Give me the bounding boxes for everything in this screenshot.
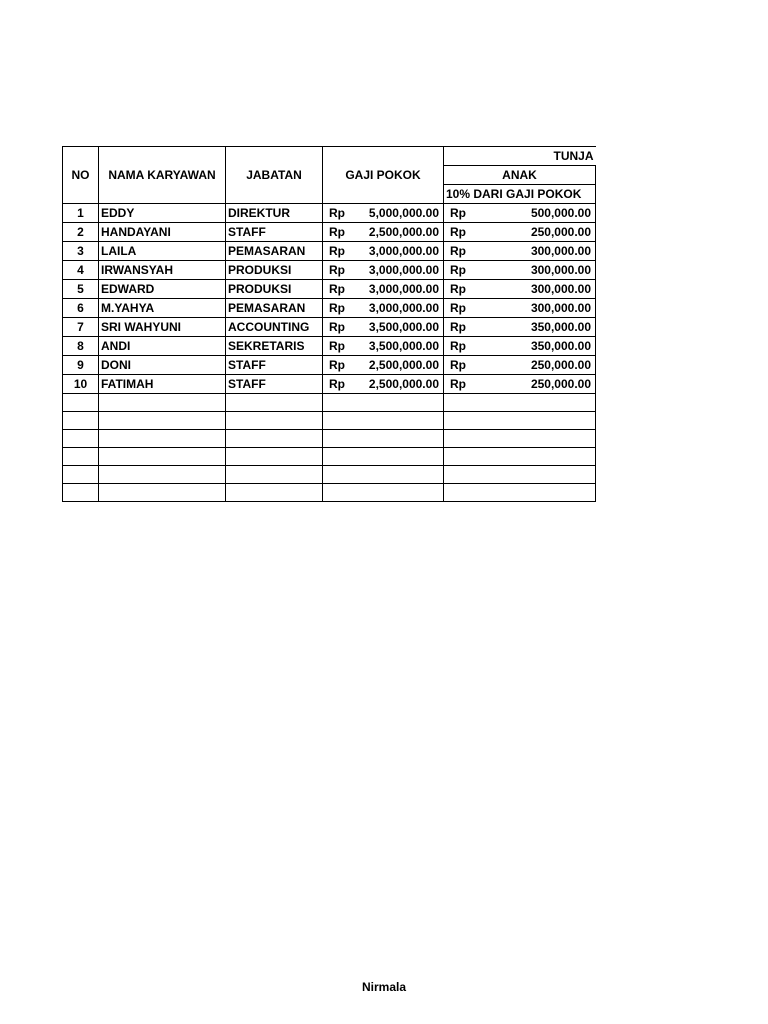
cell-tunjangan-anak[interactable] [444, 318, 596, 337]
empty-cell[interactable] [226, 484, 323, 502]
cell-nama[interactable]: ANDI [99, 337, 226, 356]
cell-nama[interactable]: FATIMAH [99, 375, 226, 394]
cell-jabatan[interactable]: SEKRETARIS [226, 337, 323, 356]
empty-cell[interactable] [444, 466, 596, 484]
cell-gaji-pokok[interactable] [323, 280, 444, 299]
cell-gaji-pokok[interactable] [323, 356, 444, 375]
currency-label: Rp [450, 301, 466, 315]
cell-gaji-pokok[interactable] [323, 204, 444, 223]
currency-label: Rp [329, 244, 345, 258]
amount-value: 300,000.00 [530, 244, 591, 258]
empty-cell[interactable] [99, 430, 226, 448]
empty-table-row [63, 412, 596, 430]
cell-jabatan[interactable]: ACCOUNTING [226, 318, 323, 337]
amount-value: 3,000,000.00 [368, 282, 439, 296]
cell-gaji-pokok[interactable] [323, 318, 444, 337]
cell-tunjangan-anak[interactable] [444, 261, 596, 280]
cell-gaji-pokok[interactable] [323, 261, 444, 280]
empty-cell[interactable] [323, 448, 444, 466]
amount-value: 3,500,000.00 [368, 339, 439, 353]
currency-label: Rp [329, 225, 345, 239]
empty-cell[interactable] [323, 412, 444, 430]
currency-label: Rp [450, 358, 466, 372]
empty-cell[interactable] [444, 394, 596, 412]
cell-tunjangan-anak[interactable] [444, 280, 596, 299]
table-row [63, 223, 596, 242]
amount-value: 2,500,000.00 [368, 358, 439, 372]
currency-label: Rp [450, 282, 466, 296]
empty-cell[interactable] [226, 448, 323, 466]
cell-nama[interactable]: HANDAYANI [99, 223, 226, 242]
currency-label: Rp [450, 206, 466, 220]
cell-jabatan[interactable]: DIREKTUR [226, 204, 323, 223]
empty-cell[interactable] [99, 394, 226, 412]
table-row [63, 299, 596, 318]
empty-cell[interactable] [226, 466, 323, 484]
empty-cell[interactable] [444, 430, 596, 448]
currency-label: Rp [450, 320, 466, 334]
empty-cell[interactable] [99, 448, 226, 466]
empty-table-row [63, 466, 596, 484]
empty-cell[interactable] [323, 484, 444, 502]
empty-cell[interactable] [226, 412, 323, 430]
cell-nama[interactable]: EDWARD [99, 280, 226, 299]
header-no[interactable]: NO [63, 147, 99, 204]
empty-cell[interactable] [323, 466, 444, 484]
header-anak[interactable]: ANAK [444, 166, 596, 185]
amount-value: 2,500,000.00 [368, 225, 439, 239]
cell-nama[interactable]: EDDY [99, 204, 226, 223]
cell-no[interactable]: 2 [63, 223, 99, 242]
cell-tunjangan-anak[interactable] [444, 375, 596, 394]
payroll-table [62, 146, 596, 502]
cell-nama[interactable]: IRWANSYAH [99, 261, 226, 280]
cell-no[interactable]: 5 [63, 280, 99, 299]
empty-cell[interactable] [444, 448, 596, 466]
cell-jabatan[interactable]: STAFF [226, 375, 323, 394]
header-tunjangan[interactable]: TUNJA [444, 147, 596, 166]
amount-value: 5,000,000.00 [368, 206, 439, 220]
cell-no[interactable]: 7 [63, 318, 99, 337]
table-row [63, 375, 596, 394]
empty-cell[interactable] [63, 412, 99, 430]
empty-table-row [63, 430, 596, 448]
cell-gaji-pokok[interactable] [323, 299, 444, 318]
currency-label: Rp [329, 320, 345, 334]
table-row [63, 204, 596, 223]
currency-label: Rp [450, 339, 466, 353]
empty-cell[interactable] [63, 448, 99, 466]
amount-value: 350,000.00 [530, 320, 591, 334]
header-nama-karyawan[interactable]: NAMA KARYAWAN [99, 147, 226, 204]
amount-value: 3,000,000.00 [368, 263, 439, 277]
table-row [63, 242, 596, 261]
empty-cell[interactable] [63, 394, 99, 412]
currency-label: Rp [450, 225, 466, 239]
cell-jabatan[interactable]: STAFF [226, 223, 323, 242]
cell-nama[interactable]: DONI [99, 356, 226, 375]
empty-table-row [63, 484, 596, 502]
currency-label: Rp [329, 282, 345, 296]
table-row [63, 356, 596, 375]
empty-cell[interactable] [444, 484, 596, 502]
amount-value: 300,000.00 [530, 301, 591, 315]
currency-label: Rp [329, 301, 345, 315]
cell-nama[interactable]: M.YAHYA [99, 299, 226, 318]
currency-label: Rp [450, 263, 466, 277]
amount-value: 300,000.00 [530, 263, 591, 277]
currency-label: Rp [450, 244, 466, 258]
spreadsheet-area [62, 146, 596, 502]
amount-value: 250,000.00 [530, 377, 591, 391]
amount-value: 3,000,000.00 [368, 301, 439, 315]
cell-no[interactable]: 4 [63, 261, 99, 280]
empty-cell[interactable] [63, 430, 99, 448]
table-row [63, 261, 596, 280]
currency-label: Rp [329, 358, 345, 372]
empty-cell[interactable] [323, 394, 444, 412]
empty-cell[interactable] [99, 484, 226, 502]
amount-value: 500,000.00 [530, 206, 591, 220]
cell-jabatan[interactable]: PRODUKSI [226, 280, 323, 299]
empty-cell[interactable] [99, 466, 226, 484]
cell-jabatan[interactable]: STAFF [226, 356, 323, 375]
empty-cell[interactable] [99, 412, 226, 430]
amount-value: 300,000.00 [530, 282, 591, 296]
header-gaji-pokok[interactable]: GAJI POKOK [323, 147, 444, 204]
cell-jabatan[interactable]: PEMASARAN [226, 299, 323, 318]
amount-value: 350,000.00 [530, 339, 591, 353]
cell-jabatan[interactable]: PRODUKSI [226, 261, 323, 280]
cell-no[interactable]: 10 [63, 375, 99, 394]
header-row-1 [63, 147, 596, 166]
empty-cell[interactable] [63, 466, 99, 484]
currency-label: Rp [329, 263, 345, 277]
cell-tunjangan-anak[interactable] [444, 337, 596, 356]
cell-no[interactable]: 3 [63, 242, 99, 261]
currency-label: Rp [450, 377, 466, 391]
cell-tunjangan-anak[interactable] [444, 242, 596, 261]
amount-value: 250,000.00 [530, 225, 591, 239]
currency-label: Rp [329, 206, 345, 220]
cell-jabatan[interactable]: PEMASARAN [226, 242, 323, 261]
cell-tunjangan-anak[interactable] [444, 223, 596, 242]
amount-value: 2,500,000.00 [368, 377, 439, 391]
cell-gaji-pokok[interactable] [323, 375, 444, 394]
cell-tunjangan-anak[interactable] [444, 299, 596, 318]
cell-tunjangan-anak[interactable] [444, 356, 596, 375]
cell-tunjangan-anak[interactable] [444, 204, 596, 223]
amount-value: 250,000.00 [530, 358, 591, 372]
cell-no[interactable]: 9 [63, 356, 99, 375]
footer-author: Nirmala [361, 980, 407, 994]
currency-label: Rp [329, 377, 345, 391]
empty-cell[interactable] [226, 394, 323, 412]
empty-cell[interactable] [444, 412, 596, 430]
empty-cell[interactable] [323, 430, 444, 448]
cell-gaji-pokok[interactable] [323, 223, 444, 242]
empty-cell[interactable] [63, 484, 99, 502]
currency-label: Rp [329, 339, 345, 353]
cell-no[interactable]: 8 [63, 337, 99, 356]
table-row [63, 280, 596, 299]
table-row [63, 337, 596, 356]
empty-table-row [63, 394, 596, 412]
cell-no[interactable]: 6 [63, 299, 99, 318]
header-jabatan[interactable]: JABATAN [226, 147, 323, 204]
amount-value: 3,500,000.00 [368, 320, 439, 334]
header-anak-rule[interactable]: 10% DARI GAJI POKOK [444, 185, 596, 204]
empty-cell[interactable] [226, 430, 323, 448]
table-row [63, 318, 596, 337]
cell-nama[interactable]: LAILA [99, 242, 226, 261]
cell-nama[interactable]: SRI WAHYUNI [99, 318, 226, 337]
cell-no[interactable]: 1 [63, 204, 99, 223]
cell-gaji-pokok[interactable] [323, 242, 444, 261]
empty-table-row [63, 448, 596, 466]
amount-value: 3,000,000.00 [368, 244, 439, 258]
cell-gaji-pokok[interactable] [323, 337, 444, 356]
